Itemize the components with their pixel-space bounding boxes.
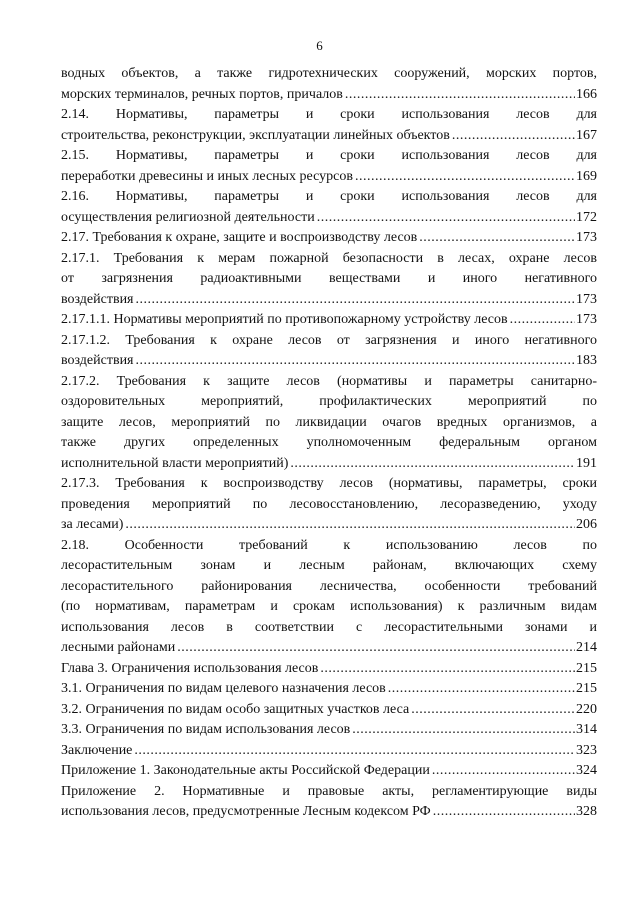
toc-entry[interactable]: [61, 249, 597, 311]
toc-entry-last-line: [61, 515, 597, 536]
toc-entry-last-line: [61, 310, 597, 331]
toc-page-number: 183: [576, 353, 597, 368]
toc-page-number: 191: [576, 455, 597, 471]
toc-entry-last-line: [61, 208, 597, 229]
toc-entry[interactable]: [61, 679, 597, 700]
toc-entry-line: 2.18. Особенности требований к использованию лесов по: [61, 537, 597, 553]
toc-entry-last-line: [61, 167, 597, 188]
toc-entry-title: 2.17.1.1. Нормативы мероприятий по противопожарному устройству лесов: [61, 312, 508, 327]
toc-entry-line: проведения мероприятий по лесовосстановлению, лесоразведению, уходу: [61, 496, 597, 512]
dot-leader: [411, 700, 575, 721]
toc-entry-line: (по нормативам, параметрам и срокам использования) к различным видам: [61, 599, 597, 614]
toc-entry-title: лесными районами: [61, 640, 176, 655]
toc-page-number: 328: [576, 804, 597, 819]
toc-entry-last-line: [61, 679, 597, 700]
dot-leader: [320, 659, 575, 680]
toc-entry-line: оздоровительных мероприятий, профилактических мероприятий по: [61, 394, 597, 409]
toc-entry-line: 2.16. Нормативы, параметры и сроки использования лесов для: [61, 189, 597, 204]
toc-entry[interactable]: [61, 720, 597, 741]
toc-page-number: 166: [576, 86, 597, 102]
toc-entry-line: 2.14. Нормативы, параметры и сроки использования лесов для: [61, 107, 597, 122]
toc-entry[interactable]: [61, 536, 597, 659]
toc-entry[interactable]: [61, 372, 597, 475]
toc-entry[interactable]: [61, 782, 597, 823]
toc-entry[interactable]: [61, 310, 597, 331]
dot-leader: [134, 741, 575, 762]
toc-entry-line: 2.17.2. Требования к защите лесов (нормативы и параметры санитарно-: [61, 373, 597, 389]
toc-entry-line: лесорастительным зонам и лесным районам, включающих схему: [61, 558, 597, 573]
toc-entry-title: использования лесов, предусмотренные Лесным кодексом РФ: [61, 804, 431, 819]
toc-entry-last-line: [61, 720, 597, 741]
dot-leader: [510, 310, 575, 331]
toc-entry-title: морских терминалов, речных портов, причалов: [61, 86, 343, 102]
toc-page-number: 169: [576, 168, 597, 184]
toc-entry-title: Заключение: [61, 742, 133, 758]
toc-entry-title: 3.3. Ограничения по видам использования лесов: [61, 722, 351, 737]
toc-entry-title: 3.2. Ограничения по видам особо защитных участков леса: [61, 701, 410, 717]
toc-entry-last-line: [61, 700, 597, 721]
toc-entry[interactable]: [61, 474, 597, 536]
toc-page-number: 314: [576, 722, 597, 737]
toc-entry-last-line: [61, 454, 597, 475]
toc-page-number: 324: [576, 763, 597, 778]
toc-entry-last-line: [61, 761, 597, 782]
toc-entry[interactable]: [61, 187, 597, 228]
toc-entry-line: Приложение 2. Нормативные и правовые акты, регламентирующие виды: [61, 783, 597, 799]
toc-entry-title: 3.1. Ограничения по видам целевого назначения лесов: [61, 681, 386, 696]
dot-leader: [136, 290, 576, 311]
page-number: 6: [316, 38, 323, 53]
toc-page-number: 323: [576, 742, 597, 758]
toc-entry-line: лесорастительного районирования лесничества, особенности требований: [61, 578, 597, 594]
toc-entry-last-line: [61, 638, 597, 659]
dot-leader: [177, 638, 575, 659]
toc-entry-title: строительства, реконструкции, эксплуатации линейных объектов: [61, 127, 450, 143]
table-of-contents: [61, 64, 597, 823]
toc-page-number: 206: [576, 517, 597, 532]
toc-page-number: 173: [576, 312, 597, 327]
toc-page-number: 214: [576, 640, 597, 655]
toc-page-number: 172: [576, 209, 597, 225]
toc-entry[interactable]: [61, 741, 597, 762]
toc-entry-line: от загрязнения радиоактивными веществами и иного негативного: [61, 271, 597, 286]
toc-entry[interactable]: [61, 659, 597, 680]
toc-entry[interactable]: [61, 331, 597, 372]
toc-page-number: 220: [576, 701, 597, 717]
toc-entry-line: также других определенных уполномоченным федеральным органом: [61, 435, 597, 450]
toc-entry-title: переработки древесины и иных лесных ресурсов: [61, 168, 353, 184]
toc-entry-line: использования лесов в соответствии с лесорастительными зонами и: [61, 619, 597, 635]
toc-entry-title: Приложение 1. Законодательные акты Российской Федерации: [61, 763, 430, 778]
dot-leader: [290, 454, 575, 475]
toc-entry-last-line: [61, 802, 597, 823]
toc-entry-line: 2.17.1. Требования к мерам пожарной безопасности в лесах, охране лесов: [61, 250, 597, 266]
toc-entry-last-line: [61, 741, 597, 762]
dot-leader: [355, 167, 575, 188]
toc-entry-last-line: [61, 659, 597, 680]
dot-leader: [345, 85, 575, 106]
toc-entry-title: 2.17. Требования к охране, защите и воспроизводству лесов: [61, 230, 418, 245]
toc-page-number: 215: [576, 681, 597, 696]
toc-entry-title: Глава 3. Ограничения использования лесов: [61, 660, 319, 676]
toc-entry-title: воздействия: [61, 353, 134, 368]
toc-page-number: 173: [576, 291, 597, 307]
toc-entry[interactable]: [61, 64, 597, 105]
toc-entry[interactable]: [61, 105, 597, 146]
dot-leader: [432, 761, 575, 782]
dot-leader: [452, 126, 575, 147]
toc-entry[interactable]: [61, 146, 597, 187]
toc-entry-last-line: [61, 85, 597, 106]
toc-entry-line: 2.15. Нормативы, параметры и сроки использования лесов для: [61, 148, 597, 163]
toc-entry-line: водных объектов, а также гидротехнических сооружений, морских портов,: [61, 66, 597, 81]
toc-page-number: 215: [576, 660, 597, 676]
toc-entry-last-line: [61, 290, 597, 311]
toc-entry[interactable]: [61, 700, 597, 721]
toc-entry-title: за лесами): [61, 517, 124, 532]
dot-leader: [388, 679, 575, 700]
toc-entry-title: исполнительной власти мероприятий): [61, 455, 289, 471]
toc-entry-line: 2.17.1.2. Требования к охране лесов от загрязнения и иного негативного: [61, 332, 597, 348]
toc-entry-line: 2.17.3. Требования к воспроизводству лесов (нормативы, параметры, сроки: [61, 476, 597, 491]
dot-leader: [433, 802, 575, 823]
toc-entry-last-line: [61, 228, 597, 249]
dot-leader: [136, 351, 576, 372]
toc-entry-line: защите лесов, мероприятий по ликвидации очагов вредных организмов, а: [61, 414, 597, 430]
dot-leader: [125, 515, 575, 536]
toc-entry[interactable]: [61, 228, 597, 249]
toc-entry-title: воздействия: [61, 291, 134, 307]
dot-leader: [352, 720, 575, 741]
toc-entry[interactable]: [61, 761, 597, 782]
dot-leader: [419, 228, 575, 249]
dot-leader: [317, 208, 575, 229]
toc-page-number: 167: [576, 127, 597, 143]
toc-page-number: 173: [576, 230, 597, 245]
toc-entry-last-line: [61, 126, 597, 147]
toc-entry-title: осуществления религиозной деятельности: [61, 209, 315, 225]
toc-entry-last-line: [61, 351, 597, 372]
